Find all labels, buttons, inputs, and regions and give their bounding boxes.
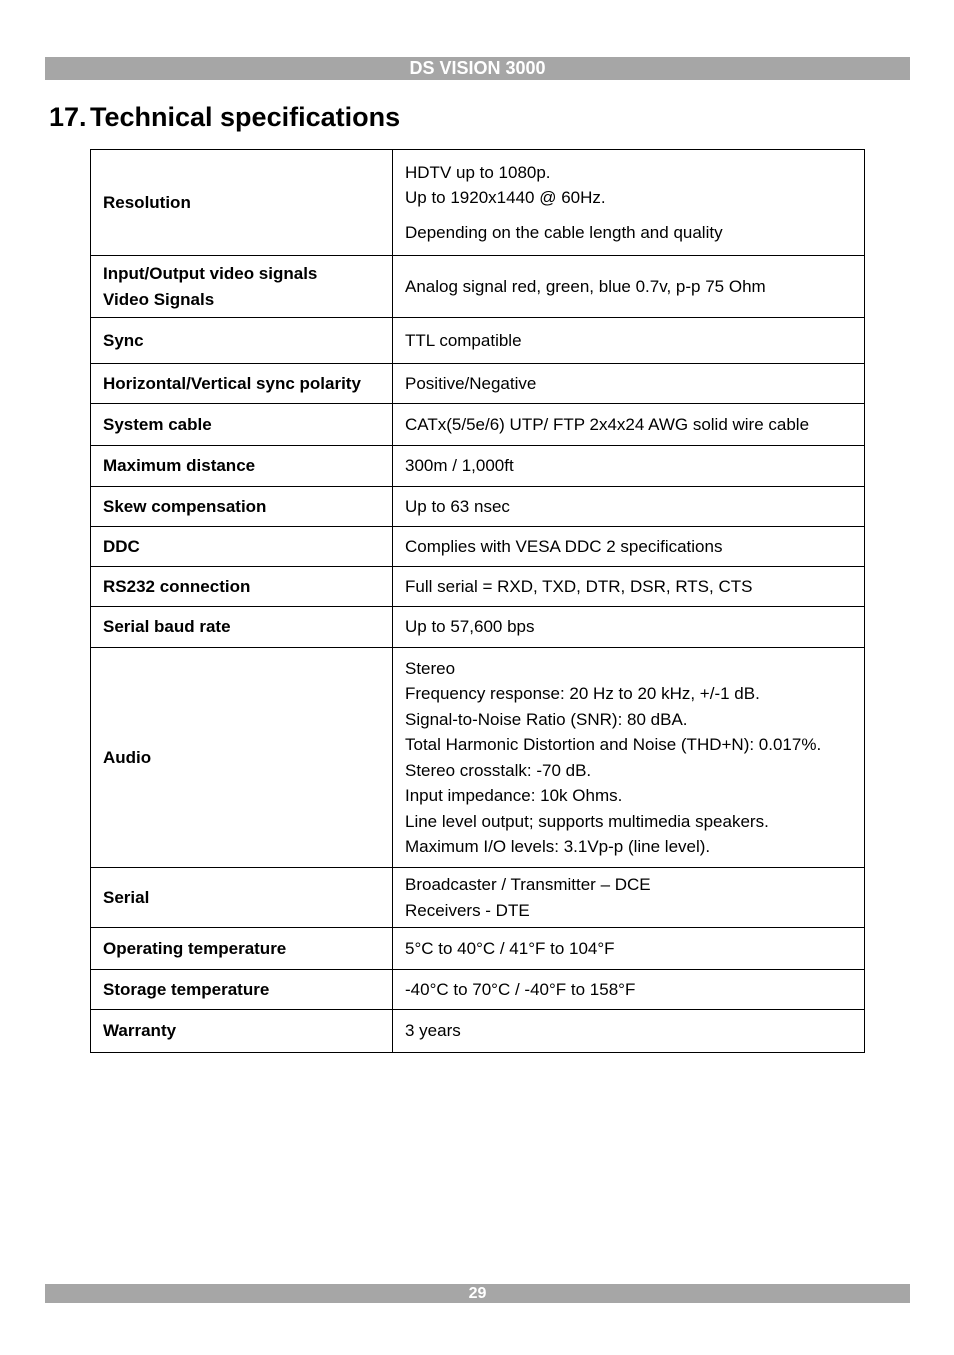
spec-value-line: Positive/Negative — [405, 373, 537, 393]
spec-value-line: Frequency response: 20 Hz to 20 kHz, +/-1 dB. — [405, 684, 760, 703]
spec-value-line: 300m / 1,000ft — [405, 456, 514, 476]
spec-value — [393, 527, 865, 567]
spec-value — [393, 446, 865, 487]
spec-label: Operating temperature — [91, 928, 393, 970]
spec-label: Resolution — [91, 150, 393, 256]
spec-row-operating-temperature — [91, 928, 865, 970]
spec-value-line: Depending on the cable length and quality — [405, 222, 723, 242]
spec-value — [393, 487, 865, 527]
spec-row-warranty — [91, 1010, 865, 1053]
spec-label: Horizontal/Vertical sync polarity — [91, 364, 393, 404]
footer-bar — [45, 1284, 910, 1303]
spec-value-line: Up to 63 nsec — [405, 496, 510, 516]
spec-label: Serial — [91, 868, 393, 928]
spec-value-line: Line level output; supports multimedia speakers. — [405, 811, 769, 831]
spec-value — [393, 404, 865, 446]
spec-value-line: Complies with VESA DDC 2 specifications — [405, 536, 723, 556]
spec-value-line: 3 years — [405, 1021, 461, 1041]
spec-label: Serial baud rate — [91, 607, 393, 648]
spec-value-line: 5°C to 40°C / 41°F to 104°F — [405, 938, 615, 958]
spec-label-line: Input/Output video signals — [103, 263, 318, 283]
section-title — [49, 97, 400, 137]
spec-value-line: Stereo crosstalk: -70 dB. — [405, 760, 592, 780]
spec-row-sync-polarity — [91, 364, 865, 404]
document-title: DS VISION 3000 — [409, 58, 546, 78]
spec-value-line: CATx(5/5e/6) UTP/ FTP 2x4x24 AWG solid wire cable — [405, 414, 810, 434]
section-number: 17. — [49, 102, 87, 132]
spec-label: RS232 connection — [91, 567, 393, 607]
spec-value — [393, 567, 865, 607]
spec-value-line: Input impedance: 10k Ohms. — [405, 786, 623, 805]
spec-table — [90, 149, 865, 1053]
spec-value-line: Maximum I/O levels: 3.1Vp-p (line level). — [405, 837, 711, 856]
spec-value — [393, 256, 865, 318]
spec-label: Storage temperature — [91, 970, 393, 1010]
spec-label: Skew compensation — [91, 487, 393, 527]
spec-value — [393, 364, 865, 404]
spec-value — [393, 150, 865, 256]
spec-row-video-signals — [91, 256, 865, 318]
spec-label: DDC — [91, 527, 393, 567]
spec-value-line: Up to 57,600 bps — [405, 617, 535, 637]
spec-value — [393, 928, 865, 970]
spec-value-line: HDTV up to 1080p. — [405, 162, 551, 182]
spec-row-resolution — [91, 150, 865, 256]
spec-value — [393, 868, 865, 928]
spec-label: Warranty — [91, 1010, 393, 1053]
spec-value — [393, 607, 865, 648]
spec-value — [393, 648, 865, 868]
page-number: 29 — [468, 1285, 487, 1302]
spec-row-rs232 — [91, 567, 865, 607]
spec-value — [393, 318, 865, 364]
spec-row-serial — [91, 868, 865, 928]
spec-value-line: Stereo — [405, 658, 456, 678]
spec-value-line: Receivers - DTE — [405, 900, 530, 920]
spec-row-system-cable — [91, 404, 865, 446]
spec-row-maximum-distance — [91, 446, 865, 487]
spec-label: Audio — [91, 648, 393, 868]
spec-row-audio — [91, 648, 865, 868]
spec-row-storage-temperature — [91, 970, 865, 1010]
spec-row-skew-compensation — [91, 487, 865, 527]
spec-value-line: Signal-to-Noise Ratio (SNR): 80 dBA. — [405, 709, 688, 729]
spec-row-sync — [91, 318, 865, 364]
spec-label-line: Video Signals — [103, 289, 215, 309]
spec-value — [393, 1010, 865, 1053]
spec-label: Sync — [91, 318, 393, 364]
spec-value-line: Broadcaster / Transmitter – DCE — [405, 875, 651, 894]
section-heading: Technical specifications — [90, 102, 401, 132]
spec-value-line: Up to 1920x1440 @ 60Hz. — [405, 188, 606, 208]
spec-value — [393, 970, 865, 1010]
spec-value-line: Full serial = RXD, TXD, DTR, DSR, RTS, CTS — [405, 576, 753, 596]
spec-value-line: Analog signal red, green, blue 0.7v, p-p 75 Ohm — [405, 276, 766, 296]
spec-label — [91, 256, 393, 318]
spec-label: System cable — [91, 404, 393, 446]
spec-label: Maximum distance — [91, 446, 393, 487]
spec-value-line: -40°C to 70°C / -40°F to 158°F — [405, 979, 636, 999]
spec-value-line: Total Harmonic Distortion and Noise (THD+N): 0.017%. — [405, 735, 822, 754]
header-bar — [45, 57, 910, 80]
spec-row-serial-baud-rate — [91, 607, 865, 648]
spec-row-ddc — [91, 527, 865, 567]
spec-value-line: TTL compatible — [405, 330, 522, 350]
